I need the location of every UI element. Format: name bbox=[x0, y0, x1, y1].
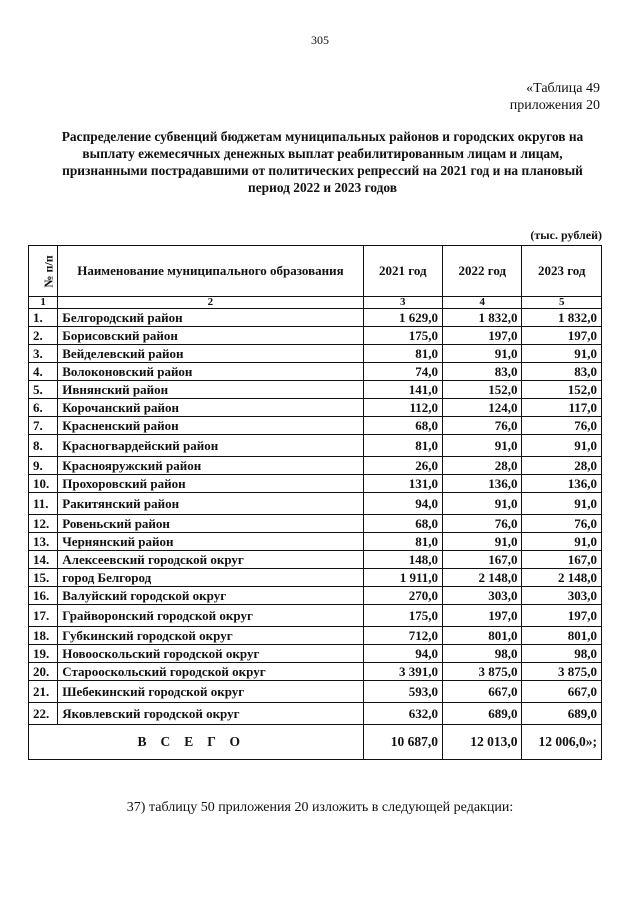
municipality-name: Новооскольский городской округ bbox=[58, 645, 363, 663]
table-row bbox=[29, 345, 602, 363]
row-number: 19. bbox=[29, 645, 58, 663]
value-2023: 167,0 bbox=[522, 551, 602, 569]
document-title: Распределение субвенций бюджетам муниципальных районов и городских округов на выплату ежемесячных денежных выплат реабилитированным лицам и лицам, признанными пострадавшими от политических репрессий на 2021 год и на плановый период 2022 и 2023 годов bbox=[61, 129, 584, 195]
value-2021: 141,0 bbox=[363, 381, 442, 399]
value-2021: 74,0 bbox=[363, 363, 442, 381]
value-2022: 801,0 bbox=[443, 627, 522, 645]
row-number: 4. bbox=[29, 363, 58, 381]
row-number: 6. bbox=[29, 399, 58, 417]
value-2023: 689,0 bbox=[522, 703, 602, 725]
row-number: 18. bbox=[29, 627, 58, 645]
value-2023: 2 148,0 bbox=[522, 569, 602, 587]
value-2023: 117,0 bbox=[522, 399, 602, 417]
row-number: 5. bbox=[29, 381, 58, 399]
municipality-name: Ровеньский район bbox=[58, 515, 363, 533]
row-number: 15. bbox=[29, 569, 58, 587]
value-2021: 593,0 bbox=[363, 681, 442, 703]
value-2023: 801,0 bbox=[522, 627, 602, 645]
municipality-name: Старооскольский городской округ bbox=[58, 663, 363, 681]
value-2022: 98,0 bbox=[443, 645, 522, 663]
value-2021: 712,0 bbox=[363, 627, 442, 645]
municipality-name: Чернянский район bbox=[58, 533, 363, 551]
value-2022: 1 832,0 bbox=[443, 309, 522, 327]
value-2022: 136,0 bbox=[443, 475, 522, 493]
column-index: 3 bbox=[363, 297, 442, 309]
table-row bbox=[29, 587, 602, 605]
value-2021: 1 911,0 bbox=[363, 569, 442, 587]
value-2022: 28,0 bbox=[443, 457, 522, 475]
row-number: 17. bbox=[29, 605, 58, 627]
table-row bbox=[29, 363, 602, 381]
value-2023: 91,0 bbox=[522, 493, 602, 515]
value-2022: 2 148,0 bbox=[443, 569, 522, 587]
municipality-name: Красногвардейский район bbox=[58, 435, 363, 457]
value-2021: 26,0 bbox=[363, 457, 442, 475]
municipality-name: Валуйский городской округ bbox=[58, 587, 363, 605]
table-row bbox=[29, 569, 602, 587]
value-2022: 667,0 bbox=[443, 681, 522, 703]
row-number: 2. bbox=[29, 327, 58, 345]
row-number: 20. bbox=[29, 663, 58, 681]
municipality-name: Губкинский городской округ bbox=[58, 627, 363, 645]
table-row bbox=[29, 515, 602, 533]
total-label: ВСЕГО bbox=[29, 725, 364, 760]
value-2022: 91,0 bbox=[443, 533, 522, 551]
column-index: 2 bbox=[58, 297, 363, 309]
row-number: 16. bbox=[29, 587, 58, 605]
value-2021: 81,0 bbox=[363, 435, 442, 457]
value-2022: 689,0 bbox=[443, 703, 522, 725]
municipality-name: Шебекинский городской округ bbox=[58, 681, 363, 703]
value-2022: 83,0 bbox=[443, 363, 522, 381]
row-number: 1. bbox=[29, 309, 58, 327]
value-2023: 152,0 bbox=[522, 381, 602, 399]
value-2022: 197,0 bbox=[443, 605, 522, 627]
table-row bbox=[29, 605, 602, 627]
value-2021: 81,0 bbox=[363, 533, 442, 551]
value-2021: 3 391,0 bbox=[363, 663, 442, 681]
table-row bbox=[29, 417, 602, 435]
value-2022: 91,0 bbox=[443, 345, 522, 363]
table-row bbox=[29, 663, 602, 681]
row-number: 11. bbox=[29, 493, 58, 515]
value-2022: 124,0 bbox=[443, 399, 522, 417]
municipality-name: Ракитянский район bbox=[58, 493, 363, 515]
value-2022: 91,0 bbox=[443, 435, 522, 457]
value-2023: 136,0 bbox=[522, 475, 602, 493]
value-2022: 167,0 bbox=[443, 551, 522, 569]
value-2021: 270,0 bbox=[363, 587, 442, 605]
value-2023: 91,0 bbox=[522, 435, 602, 457]
header-number: № п/п bbox=[29, 246, 58, 297]
subsidy-table bbox=[28, 245, 602, 760]
municipality-name: Ивнянский район bbox=[58, 381, 363, 399]
value-2022: 76,0 bbox=[443, 515, 522, 533]
total-2023: 12 006,0»; bbox=[522, 725, 602, 760]
municipality-name: Яковлевский городской округ bbox=[58, 703, 363, 725]
total-row bbox=[29, 725, 602, 760]
table-row bbox=[29, 327, 602, 345]
value-2021: 94,0 bbox=[363, 493, 442, 515]
value-2023: 98,0 bbox=[522, 645, 602, 663]
page-number: 305 bbox=[311, 33, 329, 47]
municipality-name: Грайворонский городской округ bbox=[58, 605, 363, 627]
row-number: 21. bbox=[29, 681, 58, 703]
row-number: 12. bbox=[29, 515, 58, 533]
value-2022: 197,0 bbox=[443, 327, 522, 345]
row-number: 9. bbox=[29, 457, 58, 475]
value-2021: 81,0 bbox=[363, 345, 442, 363]
row-number: 3. bbox=[29, 345, 58, 363]
header-2021: 2021 год bbox=[363, 246, 442, 297]
table-row bbox=[29, 457, 602, 475]
municipality-name: Белгородский район bbox=[58, 309, 363, 327]
row-number: 10. bbox=[29, 475, 58, 493]
table-row bbox=[29, 435, 602, 457]
value-2022: 76,0 bbox=[443, 417, 522, 435]
municipality-name: Корочанский район bbox=[58, 399, 363, 417]
value-2023: 76,0 bbox=[522, 515, 602, 533]
row-number: 13. bbox=[29, 533, 58, 551]
value-2021: 632,0 bbox=[363, 703, 442, 725]
header-row bbox=[29, 246, 602, 297]
value-2023: 76,0 bbox=[522, 417, 602, 435]
value-2023: 667,0 bbox=[522, 681, 602, 703]
value-2021: 1 629,0 bbox=[363, 309, 442, 327]
value-2023: 303,0 bbox=[522, 587, 602, 605]
table-caption-line2: приложения 20 bbox=[509, 98, 600, 113]
value-2021: 112,0 bbox=[363, 399, 442, 417]
value-2022: 91,0 bbox=[443, 493, 522, 515]
value-2021: 131,0 bbox=[363, 475, 442, 493]
value-2023: 83,0 bbox=[522, 363, 602, 381]
value-2022: 3 875,0 bbox=[443, 663, 522, 681]
column-index-row bbox=[29, 297, 602, 309]
municipality-name: Прохоровский район bbox=[58, 475, 363, 493]
total-2022: 12 013,0 bbox=[443, 725, 522, 760]
header-2022: 2022 год bbox=[443, 246, 522, 297]
municipality-name: Волоконовский район bbox=[58, 363, 363, 381]
municipality-name: Борисовский район bbox=[58, 327, 363, 345]
value-2021: 68,0 bbox=[363, 417, 442, 435]
footer-instruction: 37) таблицу 50 приложения 20 изложить в следующей редакции: bbox=[126, 800, 514, 815]
municipality-name: Краснояружский район bbox=[58, 457, 363, 475]
value-2021: 175,0 bbox=[363, 605, 442, 627]
column-index: 5 bbox=[522, 297, 602, 309]
header-name: Наименование муниципального образования bbox=[58, 246, 363, 297]
table-row bbox=[29, 493, 602, 515]
column-index: 1 bbox=[29, 297, 58, 309]
table-row bbox=[29, 645, 602, 663]
value-2023: 91,0 bbox=[522, 345, 602, 363]
value-2021: 148,0 bbox=[363, 551, 442, 569]
municipality-name: Красненский район bbox=[58, 417, 363, 435]
table-row bbox=[29, 475, 602, 493]
row-number: 14. bbox=[29, 551, 58, 569]
municipality-name: город Белгород bbox=[58, 569, 363, 587]
value-2023: 3 875,0 bbox=[522, 663, 602, 681]
row-number: 22. bbox=[29, 703, 58, 725]
column-index: 4 bbox=[443, 297, 522, 309]
row-number: 7. bbox=[29, 417, 58, 435]
municipality-name: Вейделевский район bbox=[58, 345, 363, 363]
table-row bbox=[29, 381, 602, 399]
table-row bbox=[29, 627, 602, 645]
value-2023: 197,0 bbox=[522, 605, 602, 627]
table-row bbox=[29, 703, 602, 725]
value-2021: 175,0 bbox=[363, 327, 442, 345]
units-label: (тыс. рублей) bbox=[530, 228, 602, 242]
table-row bbox=[29, 533, 602, 551]
value-2022: 303,0 bbox=[443, 587, 522, 605]
value-2023: 28,0 bbox=[522, 457, 602, 475]
table-row bbox=[29, 309, 602, 327]
row-number: 8. bbox=[29, 435, 58, 457]
value-2023: 1 832,0 bbox=[522, 309, 602, 327]
value-2023: 197,0 bbox=[522, 327, 602, 345]
table-caption-line1: «Таблица 49 bbox=[526, 81, 600, 96]
table-row bbox=[29, 399, 602, 417]
table-row bbox=[29, 551, 602, 569]
header-2023: 2023 год bbox=[522, 246, 602, 297]
total-2021: 10 687,0 bbox=[363, 725, 442, 760]
municipality-name: Алексеевский городской округ bbox=[58, 551, 363, 569]
value-2023: 91,0 bbox=[522, 533, 602, 551]
value-2022: 152,0 bbox=[443, 381, 522, 399]
table-row bbox=[29, 681, 602, 703]
value-2021: 94,0 bbox=[363, 645, 442, 663]
value-2021: 68,0 bbox=[363, 515, 442, 533]
